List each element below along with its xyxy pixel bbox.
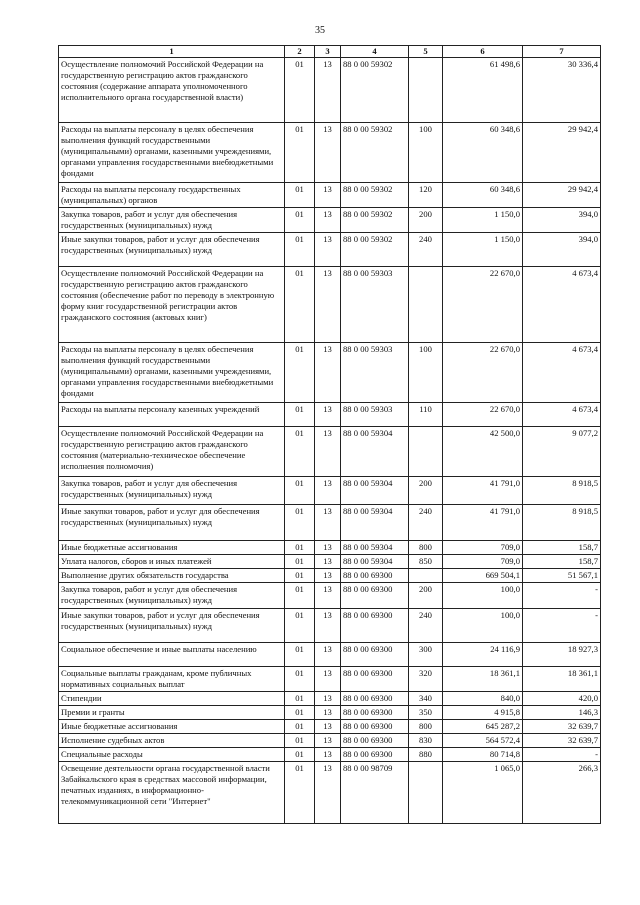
column-header: 6: [443, 46, 523, 58]
row-name: Стипендии: [59, 692, 285, 706]
column-header: 2: [285, 46, 315, 58]
row-target-code: 88 0 00 59304: [341, 555, 409, 569]
row-subsection: 13: [315, 343, 341, 403]
row-subsection: 13: [315, 427, 341, 477]
column-header: 4: [341, 46, 409, 58]
row-amount-plan: 4 915,8: [443, 706, 523, 720]
row-subsection: 13: [315, 477, 341, 505]
row-amount-plan: 564 572,4: [443, 734, 523, 748]
row-subsection: 13: [315, 233, 341, 267]
row-expense-type: 800: [409, 541, 443, 555]
row-section: 01: [285, 183, 315, 208]
table-row: [59, 555, 601, 569]
row-name: Расходы на выплаты персоналу государственных (муниципальных) органов: [59, 183, 285, 208]
row-section: 01: [285, 477, 315, 505]
row-amount-plan: 709,0: [443, 555, 523, 569]
row-amount-plan: 24 116,9: [443, 643, 523, 667]
row-subsection: 13: [315, 692, 341, 706]
table-row: [59, 643, 601, 667]
row-amount-actual: 4 673,4: [523, 343, 601, 403]
row-amount-actual: -: [523, 609, 601, 643]
row-target-code: 88 0 00 69300: [341, 667, 409, 692]
row-amount-actual: 8 918,5: [523, 505, 601, 541]
row-amount-actual: 158,7: [523, 541, 601, 555]
row-expense-type: 830: [409, 734, 443, 748]
table-row: [59, 477, 601, 505]
row-section: 01: [285, 720, 315, 734]
row-name: Иные закупки товаров, работ и услуг для обеспечения государственных (муниципальных) нужд: [59, 609, 285, 643]
row-section: 01: [285, 762, 315, 824]
table-row: [59, 343, 601, 403]
column-header: 1: [59, 46, 285, 58]
row-name: Расходы на выплаты персоналу в целях обеспечения выполнения функций государственными (муниципальными) органами, казенными учреждениями, органами управления государственными внебюджетными фондами: [59, 123, 285, 183]
row-amount-plan: 18 361,1: [443, 667, 523, 692]
row-target-code: 88 0 00 69300: [341, 643, 409, 667]
row-amount-plan: 100,0: [443, 583, 523, 609]
row-subsection: 13: [315, 706, 341, 720]
row-subsection: 13: [315, 609, 341, 643]
row-target-code: 88 0 00 59302: [341, 183, 409, 208]
row-subsection: 13: [315, 123, 341, 183]
row-expense-type: 240: [409, 609, 443, 643]
row-section: 01: [285, 58, 315, 123]
table-row: [59, 609, 601, 643]
row-target-code: 88 0 00 69300: [341, 720, 409, 734]
table-row: [59, 569, 601, 583]
row-amount-actual: -: [523, 748, 601, 762]
column-header: 5: [409, 46, 443, 58]
row-section: 01: [285, 569, 315, 583]
row-name: Иные закупки товаров, работ и услуг для обеспечения государственных (муниципальных) нужд: [59, 233, 285, 267]
row-target-code: 88 0 00 59302: [341, 233, 409, 267]
table-row: [59, 183, 601, 208]
row-amount-actual: -: [523, 583, 601, 609]
row-amount-plan: 669 504,1: [443, 569, 523, 583]
row-amount-plan: 1 150,0: [443, 208, 523, 233]
row-expense-type: [409, 267, 443, 343]
table-row: [59, 692, 601, 706]
row-amount-plan: 41 791,0: [443, 505, 523, 541]
table-row: [59, 734, 601, 748]
row-section: 01: [285, 667, 315, 692]
row-section: 01: [285, 403, 315, 427]
row-section: 01: [285, 208, 315, 233]
row-subsection: 13: [315, 720, 341, 734]
row-target-code: 88 0 00 69300: [341, 734, 409, 748]
row-name: Исполнение судебных актов: [59, 734, 285, 748]
row-name: Премии и гранты: [59, 706, 285, 720]
row-expense-type: [409, 427, 443, 477]
row-target-code: 88 0 00 98709: [341, 762, 409, 824]
table-row: [59, 748, 601, 762]
row-amount-actual: 146,3: [523, 706, 601, 720]
row-subsection: 13: [315, 58, 341, 123]
row-name: Закупка товаров, работ и услуг для обеспечения государственных (муниципальных) нужд: [59, 477, 285, 505]
row-section: 01: [285, 267, 315, 343]
row-subsection: 13: [315, 541, 341, 555]
row-subsection: 13: [315, 748, 341, 762]
table-header-row: [59, 46, 601, 58]
row-subsection: 13: [315, 583, 341, 609]
row-expense-type: [409, 762, 443, 824]
row-target-code: 88 0 00 69300: [341, 692, 409, 706]
row-name: Освещение деятельности органа государственной власти Забайкальского края в средствах массовой информации, печатных изданиях, в информационно-телекоммуникационной сети "Интернет": [59, 762, 285, 824]
table-row: [59, 583, 601, 609]
row-target-code: 88 0 00 59302: [341, 58, 409, 123]
row-section: 01: [285, 123, 315, 183]
row-name: Осуществление полномочий Российской Федерации на государственную регистрацию актов гражданского состояния (материально-техническое обеспечение исполнения полномочия): [59, 427, 285, 477]
row-amount-plan: 22 670,0: [443, 343, 523, 403]
column-header: 3: [315, 46, 341, 58]
row-amount-plan: 645 287,2: [443, 720, 523, 734]
row-section: 01: [285, 505, 315, 541]
row-section: 01: [285, 427, 315, 477]
row-amount-actual: 394,0: [523, 208, 601, 233]
row-name: Расходы на выплаты персоналу казенных учреждений: [59, 403, 285, 427]
table-row: [59, 541, 601, 555]
row-section: 01: [285, 748, 315, 762]
row-target-code: 88 0 00 59303: [341, 267, 409, 343]
row-expense-type: 200: [409, 583, 443, 609]
table-row: [59, 58, 601, 123]
row-amount-actual: 18 361,1: [523, 667, 601, 692]
row-target-code: 88 0 00 69300: [341, 569, 409, 583]
row-expense-type: 200: [409, 208, 443, 233]
table-row: [59, 720, 601, 734]
row-amount-plan: 22 670,0: [443, 403, 523, 427]
table-body: [59, 58, 601, 824]
row-section: 01: [285, 343, 315, 403]
row-amount-plan: 1 065,0: [443, 762, 523, 824]
row-amount-plan: 100,0: [443, 609, 523, 643]
budget-table: [58, 45, 601, 824]
row-section: 01: [285, 583, 315, 609]
row-amount-plan: 1 150,0: [443, 233, 523, 267]
row-expense-type: 240: [409, 233, 443, 267]
row-target-code: 88 0 00 69300: [341, 748, 409, 762]
table-row: [59, 667, 601, 692]
row-name: Социальные выплаты гражданам, кроме публичных нормативных социальных выплат: [59, 667, 285, 692]
row-subsection: 13: [315, 643, 341, 667]
row-subsection: 13: [315, 667, 341, 692]
table-row: [59, 233, 601, 267]
row-expense-type: 300: [409, 643, 443, 667]
row-amount-actual: 29 942,4: [523, 123, 601, 183]
row-amount-actual: 18 927,3: [523, 643, 601, 667]
row-name: Иные закупки товаров, работ и услуг для обеспечения государственных (муниципальных) нужд: [59, 505, 285, 541]
row-section: 01: [285, 706, 315, 720]
row-amount-actual: 420,0: [523, 692, 601, 706]
row-subsection: 13: [315, 762, 341, 824]
row-section: 01: [285, 692, 315, 706]
row-name: Выполнение других обязательств государства: [59, 569, 285, 583]
row-amount-actual: 30 336,4: [523, 58, 601, 123]
table-row: [59, 267, 601, 343]
table-row: [59, 762, 601, 824]
row-name: Специальные расходы: [59, 748, 285, 762]
row-section: 01: [285, 643, 315, 667]
row-section: 01: [285, 233, 315, 267]
row-expense-type: 240: [409, 505, 443, 541]
row-section: 01: [285, 541, 315, 555]
row-amount-plan: 42 500,0: [443, 427, 523, 477]
row-amount-actual: 4 673,4: [523, 267, 601, 343]
row-subsection: 13: [315, 267, 341, 343]
row-expense-type: 100: [409, 343, 443, 403]
row-subsection: 13: [315, 734, 341, 748]
row-name: Уплата налогов, сборов и иных платежей: [59, 555, 285, 569]
row-amount-plan: 22 670,0: [443, 267, 523, 343]
row-target-code: 88 0 00 59302: [341, 208, 409, 233]
row-expense-type: 120: [409, 183, 443, 208]
row-name: Социальное обеспечение и иные выплаты населению: [59, 643, 285, 667]
row-expense-type: 350: [409, 706, 443, 720]
row-amount-actual: 394,0: [523, 233, 601, 267]
table-row: [59, 123, 601, 183]
row-amount-actual: 32 639,7: [523, 720, 601, 734]
row-amount-actual: 51 567,1: [523, 569, 601, 583]
row-amount-actual: 158,7: [523, 555, 601, 569]
row-expense-type: [409, 58, 443, 123]
row-expense-type: 320: [409, 667, 443, 692]
row-target-code: 88 0 00 59304: [341, 541, 409, 555]
row-section: 01: [285, 734, 315, 748]
row-amount-plan: 61 498,6: [443, 58, 523, 123]
row-name: Осуществление полномочий Российской Федерации на государственную регистрацию актов гражданского состояния (обеспечение работ по переводу в электронную форму книг государственной регистрации актов гражданского состояния (актовых книг): [59, 267, 285, 343]
row-target-code: 88 0 00 59303: [341, 343, 409, 403]
row-expense-type: 800: [409, 720, 443, 734]
row-subsection: 13: [315, 403, 341, 427]
row-subsection: 13: [315, 183, 341, 208]
row-amount-actual: 4 673,4: [523, 403, 601, 427]
row-target-code: 88 0 00 59304: [341, 477, 409, 505]
row-section: 01: [285, 609, 315, 643]
row-target-code: 88 0 00 59304: [341, 427, 409, 477]
row-target-code: 88 0 00 69300: [341, 706, 409, 720]
column-header: 7: [523, 46, 601, 58]
table-row: [59, 706, 601, 720]
row-expense-type: [409, 569, 443, 583]
row-expense-type: 340: [409, 692, 443, 706]
row-name: Закупка товаров, работ и услуг для обеспечения государственных (муниципальных) нужд: [59, 208, 285, 233]
row-amount-actual: 32 639,7: [523, 734, 601, 748]
row-target-code: 88 0 00 59304: [341, 505, 409, 541]
row-amount-plan: 840,0: [443, 692, 523, 706]
row-expense-type: 880: [409, 748, 443, 762]
row-name: Расходы на выплаты персоналу в целях обеспечения выполнения функций государственными (муниципальными) органами, казенными учреждениями, органами управления государственными внебюджетными фондами: [59, 343, 285, 403]
row-name: Закупка товаров, работ и услуг для обеспечения государственных (муниципальных) нужд: [59, 583, 285, 609]
row-expense-type: 200: [409, 477, 443, 505]
row-target-code: 88 0 00 59303: [341, 403, 409, 427]
row-subsection: 13: [315, 505, 341, 541]
row-name: Осуществление полномочий Российской Федерации на государственную регистрацию актов гражданского состояния (содержание аппарата уполномоченного исполнительного органа государственной власти): [59, 58, 285, 123]
row-amount-plan: 60 348,6: [443, 123, 523, 183]
table-row: [59, 208, 601, 233]
row-subsection: 13: [315, 555, 341, 569]
row-amount-plan: 80 714,8: [443, 748, 523, 762]
row-name: Иные бюджетные ассигнования: [59, 541, 285, 555]
row-expense-type: 100: [409, 123, 443, 183]
row-subsection: 13: [315, 569, 341, 583]
row-target-code: 88 0 00 69300: [341, 583, 409, 609]
row-amount-actual: 8 918,5: [523, 477, 601, 505]
table-row: [59, 403, 601, 427]
table-row: [59, 427, 601, 477]
row-amount-actual: 266,3: [523, 762, 601, 824]
row-amount-actual: 9 077,2: [523, 427, 601, 477]
row-amount-actual: 29 942,4: [523, 183, 601, 208]
row-amount-plan: 41 791,0: [443, 477, 523, 505]
row-section: 01: [285, 555, 315, 569]
row-target-code: 88 0 00 59302: [341, 123, 409, 183]
row-subsection: 13: [315, 208, 341, 233]
row-amount-plan: 709,0: [443, 541, 523, 555]
row-target-code: 88 0 00 69300: [341, 609, 409, 643]
row-expense-type: 110: [409, 403, 443, 427]
page-number: 35: [315, 25, 325, 36]
row-name: Иные бюджетные ассигнования: [59, 720, 285, 734]
row-amount-plan: 60 348,6: [443, 183, 523, 208]
row-expense-type: 850: [409, 555, 443, 569]
table-row: [59, 505, 601, 541]
